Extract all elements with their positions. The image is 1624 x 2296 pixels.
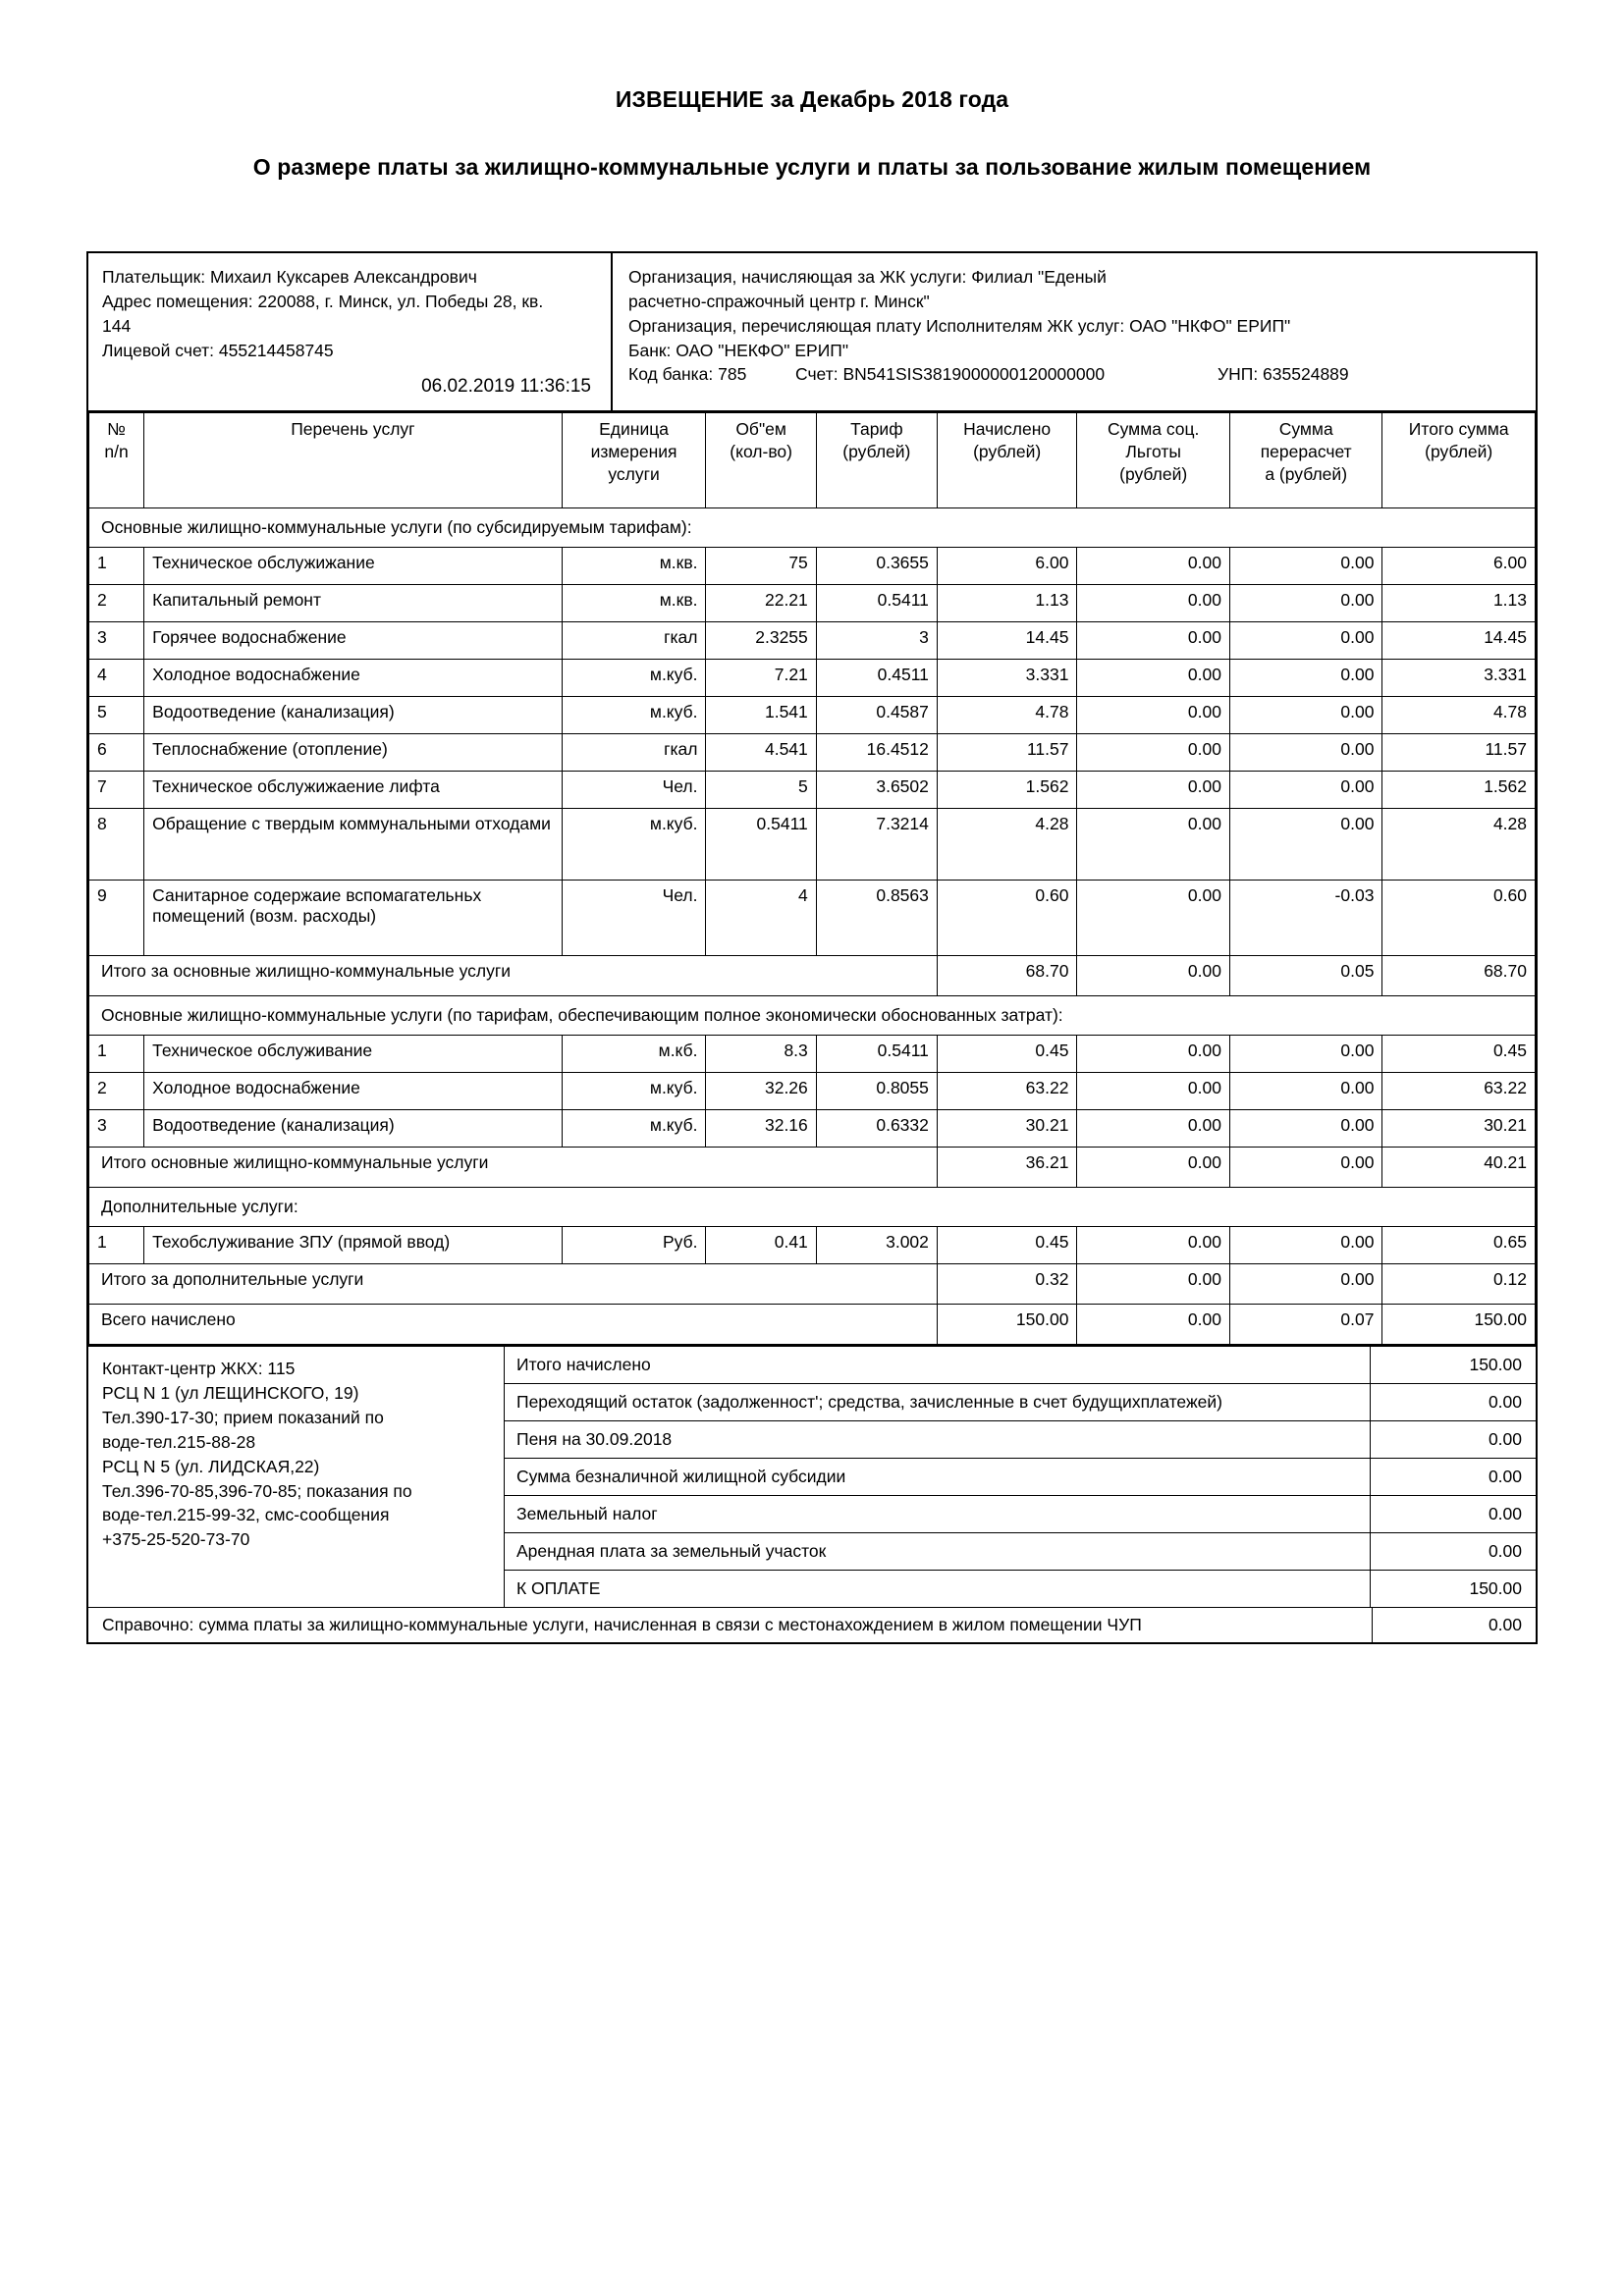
contact-info-block — [88, 1347, 505, 1607]
row-recalc: 0.00 — [1229, 1110, 1382, 1148]
row-unit: м.куб. — [562, 1073, 706, 1110]
row-total: 0.60 — [1382, 881, 1536, 956]
title-block — [0, 0, 1624, 181]
row-unit: м.куб. — [562, 809, 706, 881]
grand-total-row — [89, 1305, 1536, 1345]
summary-row — [505, 1496, 1536, 1533]
row-total: 0.65 — [1382, 1227, 1536, 1264]
row-accrued: 4.78 — [937, 697, 1077, 734]
section3-total-accrued: 0.32 — [937, 1264, 1077, 1305]
summary-row — [505, 1421, 1536, 1459]
section3-total-benefit: 0.00 — [1077, 1264, 1230, 1305]
row-recalc: 0.00 — [1229, 548, 1382, 585]
section-header-row — [89, 1188, 1536, 1227]
row-unit: гкал — [562, 734, 706, 772]
section1-total-row — [89, 956, 1536, 996]
table-row — [89, 1227, 1536, 1264]
organization-info — [613, 253, 1536, 410]
col-header-service-name: Перечень услуг — [144, 413, 562, 508]
section2-total-benefit: 0.00 — [1077, 1148, 1230, 1188]
row-recalc: 0.00 — [1229, 1227, 1382, 1264]
row-accrued: 63.22 — [937, 1073, 1077, 1110]
row-tariff: 3.6502 — [816, 772, 937, 809]
row-tariff: 0.4587 — [816, 697, 937, 734]
row-benefit: 0.00 — [1077, 1227, 1230, 1264]
payer-account: Лицевой счет: 455214458745 — [102, 340, 334, 360]
summary-value: 0.00 — [1371, 1421, 1537, 1459]
page-subtitle: О размере платы за жилищно-коммунальные услуги и платы за пользование жилым помещением — [252, 154, 1372, 180]
row-volume: 22.21 — [706, 585, 816, 622]
row-service-name: Водоотведение (канализация) — [144, 697, 562, 734]
row-benefit: 0.00 — [1077, 772, 1230, 809]
table-header — [89, 413, 1536, 508]
summary-value: 0.00 — [1371, 1533, 1537, 1571]
table-row — [89, 734, 1536, 772]
row-number: 9 — [89, 881, 144, 956]
summary-value: 0.00 — [1371, 1384, 1537, 1421]
row-service-name: Холодное водоснабжение — [144, 660, 562, 697]
row-recalc: 0.00 — [1229, 622, 1382, 660]
row-total: 14.45 — [1382, 622, 1536, 660]
row-volume: 8.3 — [706, 1036, 816, 1073]
row-unit: м.кв. — [562, 585, 706, 622]
row-number: 2 — [89, 1073, 144, 1110]
row-recalc: 0.00 — [1229, 772, 1382, 809]
section2-total-accrued: 36.21 — [937, 1148, 1077, 1188]
row-recalc: 0.00 — [1229, 734, 1382, 772]
row-total: 6.00 — [1382, 548, 1536, 585]
unp-number: УНП: 635524889 — [1218, 364, 1349, 385]
table-body — [89, 508, 1536, 1345]
row-tariff: 7.3214 — [816, 809, 937, 881]
summary-table — [505, 1347, 1536, 1607]
row-tariff: 0.6332 — [816, 1110, 937, 1148]
row-service-name: Капитальный ремонт — [144, 585, 562, 622]
summary-label: Переходящий остаток (задолженност'; средства, зачисленные в счет будущихплатежей) — [505, 1384, 1371, 1421]
section2-total-label: Итого основные жилищно-коммунальные услуги — [89, 1148, 938, 1188]
row-service-name: Техническое обслужижаение лифта — [144, 772, 562, 809]
row-unit: гкал — [562, 622, 706, 660]
col-header-recalc-l1: Сумма — [1278, 419, 1333, 440]
row-tariff: 0.5411 — [816, 585, 937, 622]
row-unit: Чел. — [562, 881, 706, 956]
row-benefit: 0.00 — [1077, 697, 1230, 734]
bottom-panel — [88, 1345, 1536, 1607]
row-recalc: 0.00 — [1229, 1036, 1382, 1073]
row-volume: 5 — [706, 772, 816, 809]
section-header-row — [89, 508, 1536, 548]
row-recalc: 0.00 — [1229, 697, 1382, 734]
col-header-volume-l2: (кол-во) — [730, 442, 792, 462]
col-header-unit-l1: Единица — [599, 419, 669, 440]
col-header-benefit-l1: Сумма соц. — [1107, 419, 1200, 440]
row-service-name: Техобслуживание ЗПУ (прямой ввод) — [144, 1227, 562, 1264]
payer-info — [88, 253, 613, 410]
row-service-name: Теплоснабжение (отопление) — [144, 734, 562, 772]
row-tariff: 0.4511 — [816, 660, 937, 697]
row-accrued: 0.60 — [937, 881, 1077, 956]
summary-label: Арендная плата за земельный участок — [505, 1533, 1371, 1571]
row-number: 1 — [89, 1227, 144, 1264]
section-header-row — [89, 996, 1536, 1036]
col-header-volume — [706, 413, 816, 508]
col-header-total-l1: Итого сумма — [1408, 419, 1509, 440]
grand-total-accrued: 150.00 — [937, 1305, 1077, 1345]
row-accrued: 1.562 — [937, 772, 1077, 809]
summary-row — [505, 1347, 1536, 1384]
row-volume: 75 — [706, 548, 816, 585]
row-service-name: Горячее водоснабжение — [144, 622, 562, 660]
summary-block — [505, 1347, 1536, 1607]
col-header-recalc — [1229, 413, 1382, 508]
row-service-name: Водоотведение (канализация) — [144, 1110, 562, 1148]
col-header-accrued — [937, 413, 1077, 508]
col-header-number-l2: n/n — [104, 442, 129, 462]
page-title: ИЗВЕЩЕНИЕ за Декабрь 2018 года — [615, 86, 1009, 112]
row-unit: м.куб. — [562, 1110, 706, 1148]
section1-total-benefit: 0.00 — [1077, 956, 1230, 996]
row-benefit: 0.00 — [1077, 881, 1230, 956]
row-volume: 0.5411 — [706, 809, 816, 881]
row-accrued: 0.45 — [937, 1036, 1077, 1073]
summary-label: Земельный налог — [505, 1496, 1371, 1533]
table-row — [89, 809, 1536, 881]
row-unit: м.кб. — [562, 1036, 706, 1073]
row-number: 3 — [89, 1110, 144, 1148]
col-header-total-l2: (рублей) — [1425, 442, 1493, 462]
row-volume: 32.26 — [706, 1073, 816, 1110]
rsc1-phone: Тел.390-17-30; прием показаний по — [102, 1408, 384, 1428]
row-accrued: 3.331 — [937, 660, 1077, 697]
row-number: 1 — [89, 548, 144, 585]
section3-total-total: 0.12 — [1382, 1264, 1536, 1305]
col-header-accrued-l2: (рублей) — [973, 442, 1042, 462]
summary-value: 0.00 — [1371, 1496, 1537, 1533]
table-row — [89, 660, 1536, 697]
grand-total-label: Всего начислено — [89, 1305, 938, 1345]
col-header-accrued-l1: Начислено — [963, 419, 1052, 440]
row-unit: м.куб. — [562, 660, 706, 697]
col-header-tariff-l2: (рублей) — [842, 442, 911, 462]
row-tariff: 0.3655 — [816, 548, 937, 585]
row-volume: 4.541 — [706, 734, 816, 772]
row-unit: Руб. — [562, 1227, 706, 1264]
print-timestamp: 06.02.2019 11:36:15 — [421, 376, 591, 398]
summary-label: Итого начислено — [505, 1347, 1371, 1384]
row-number: 1 — [89, 1036, 144, 1073]
summary-row-to-pay — [505, 1571, 1536, 1608]
row-accrued: 30.21 — [937, 1110, 1077, 1148]
col-header-volume-l1: Об"ем — [735, 419, 786, 440]
row-recalc: 0.00 — [1229, 1073, 1382, 1110]
row-total: 63.22 — [1382, 1073, 1536, 1110]
billing-org-line2: расчетно-спражочный центр г. Минск" — [628, 291, 930, 311]
summary-row — [505, 1533, 1536, 1571]
col-header-number-l1: № — [107, 419, 126, 440]
payer-address-cont: 144 — [102, 315, 132, 336]
summary-value: 0.00 — [1371, 1459, 1537, 1496]
table-row — [89, 548, 1536, 585]
section3-total-label: Итого за дополнительные услуги — [89, 1264, 938, 1305]
summary-row — [505, 1384, 1536, 1421]
row-recalc: 0.00 — [1229, 809, 1382, 881]
row-service-name: Санитарное содержаие вспомагательньх помещений (возм. расходы) — [144, 881, 562, 956]
col-header-total — [1382, 413, 1536, 508]
row-benefit: 0.00 — [1077, 1073, 1230, 1110]
rsc1-address: РСЦ N 1 (ул ЛЕЩИНСКОГО, 19) — [102, 1383, 359, 1404]
summary-row — [505, 1459, 1536, 1496]
row-benefit: 0.00 — [1077, 809, 1230, 881]
contact-center: Контакт-центр ЖКХ: 115 — [102, 1359, 296, 1379]
row-benefit: 0.00 — [1077, 622, 1230, 660]
footnote-row — [88, 1607, 1536, 1642]
col-header-number — [89, 413, 144, 508]
rsc5-water-phone: воде-тел.215-99-32, смс-сообщения — [102, 1505, 390, 1525]
rsc5-phone: Тел.396-70-85,396-70-85; показания по — [102, 1480, 412, 1501]
row-service-name: Техническое обслужижание — [144, 548, 562, 585]
row-recalc: -0.03 — [1229, 881, 1382, 956]
row-number: 7 — [89, 772, 144, 809]
grand-total-total: 150.00 — [1382, 1305, 1536, 1345]
header-info-row — [88, 253, 1536, 412]
row-recalc: 0.00 — [1229, 660, 1382, 697]
row-service-name: Техническое обслуживание — [144, 1036, 562, 1073]
section1-total-accrued: 68.70 — [937, 956, 1077, 996]
row-total: 3.331 — [1382, 660, 1536, 697]
row-total: 1.562 — [1382, 772, 1536, 809]
sms-number: +375-25-520-73-70 — [102, 1529, 250, 1550]
table-row — [89, 1036, 1536, 1073]
footnote-value: 0.00 — [1488, 1615, 1522, 1635]
bank-details — [628, 362, 1522, 387]
row-total: 4.28 — [1382, 809, 1536, 881]
row-tariff: 3 — [816, 622, 937, 660]
row-service-name: Обращение с твердым коммунальными отходами — [144, 809, 562, 881]
to-pay-value: 150.00 — [1371, 1571, 1537, 1608]
col-header-recalc-l2: перерасчет — [1260, 442, 1352, 462]
table-row — [89, 881, 1536, 956]
row-volume: 7.21 — [706, 660, 816, 697]
row-tariff: 16.4512 — [816, 734, 937, 772]
bank-name: Банк: ОАО "НЕКФО" ЕРИП" — [628, 340, 849, 360]
section2-total-total: 40.21 — [1382, 1148, 1536, 1188]
col-header-unit — [562, 413, 706, 508]
row-accrued: 1.13 — [937, 585, 1077, 622]
col-header-unit-l2: измерения — [590, 442, 677, 462]
row-benefit: 0.00 — [1077, 585, 1230, 622]
payer-address: Адрес помещения: 220088, г. Минск, ул. Победы 28, кв. — [102, 291, 544, 311]
row-volume: 0.41 — [706, 1227, 816, 1264]
row-total: 0.45 — [1382, 1036, 1536, 1073]
col-header-recalc-l3: а (рублей) — [1265, 463, 1348, 484]
services-table — [88, 412, 1536, 1345]
section2-total-recalc: 0.00 — [1229, 1148, 1382, 1188]
table-row — [89, 1110, 1536, 1148]
section2-total-row — [89, 1148, 1536, 1188]
row-number: 2 — [89, 585, 144, 622]
row-benefit: 0.00 — [1077, 1110, 1230, 1148]
rsc1-water-phone: воде-тел.215-88-28 — [102, 1431, 256, 1452]
table-row — [89, 622, 1536, 660]
row-number: 6 — [89, 734, 144, 772]
rsc5-address: РСЦ N 5 (ул. ЛИДСКАЯ,22) — [102, 1456, 320, 1476]
row-recalc: 0.00 — [1229, 585, 1382, 622]
row-unit: м.куб. — [562, 697, 706, 734]
section1-total-label: Итого за основные жилищно-коммунальные услуги — [89, 956, 938, 996]
section2-title: Основные жилищно-коммунальные услуги (по тарифам, обеспечивающим полное экономически обоснованных затрат): — [89, 996, 1536, 1036]
section1-total-total: 68.70 — [1382, 956, 1536, 996]
row-service-name: Холодное водоснабжение — [144, 1073, 562, 1110]
bank-account: Счет: BN541SIS3819000000120000000 — [795, 364, 1106, 385]
section1-total-recalc: 0.05 — [1229, 956, 1382, 996]
row-total: 11.57 — [1382, 734, 1536, 772]
row-number: 8 — [89, 809, 144, 881]
row-total: 4.78 — [1382, 697, 1536, 734]
summary-value: 150.00 — [1371, 1347, 1537, 1384]
grand-total-recalc: 0.07 — [1229, 1305, 1382, 1345]
bank-code: Код банка: 785 — [628, 364, 747, 385]
col-header-unit-l3: услуги — [608, 463, 660, 484]
row-accrued: 4.28 — [937, 809, 1077, 881]
summary-label: Пеня на 30.09.2018 — [505, 1421, 1371, 1459]
row-number: 5 — [89, 697, 144, 734]
transfer-org: Организация, перечисляющая плату Исполнителям ЖК услуг: ОАО "НКФО" ЕРИП" — [628, 315, 1291, 336]
summary-label: Сумма безналичной жилищной субсидии — [505, 1459, 1371, 1496]
row-accrued: 0.45 — [937, 1227, 1077, 1264]
row-volume: 1.541 — [706, 697, 816, 734]
payer-name: Плательщик: Михаил Куксарев Александрович — [102, 267, 477, 287]
row-tariff: 0.8055 — [816, 1073, 937, 1110]
row-accrued: 11.57 — [937, 734, 1077, 772]
col-header-tariff — [816, 413, 937, 508]
to-pay-label: К ОПЛАТЕ — [505, 1571, 1371, 1608]
table-row — [89, 1073, 1536, 1110]
row-benefit: 0.00 — [1077, 1036, 1230, 1073]
row-volume: 4 — [706, 881, 816, 956]
section3-total-row — [89, 1264, 1536, 1305]
row-number: 3 — [89, 622, 144, 660]
row-tariff: 0.8563 — [816, 881, 937, 956]
row-accrued: 6.00 — [937, 548, 1077, 585]
row-benefit: 0.00 — [1077, 660, 1230, 697]
row-total: 30.21 — [1382, 1110, 1536, 1148]
table-header-row — [89, 413, 1536, 508]
row-volume: 32.16 — [706, 1110, 816, 1148]
row-unit: Чел. — [562, 772, 706, 809]
row-accrued: 14.45 — [937, 622, 1077, 660]
col-header-benefit — [1077, 413, 1230, 508]
row-total: 1.13 — [1382, 585, 1536, 622]
col-header-tariff-l1: Тариф — [850, 419, 903, 440]
section1-title: Основные жилищно-коммунальные услуги (по субсидируемым тарифам): — [89, 508, 1536, 548]
row-volume: 2.3255 — [706, 622, 816, 660]
row-tariff: 3.002 — [816, 1227, 937, 1264]
row-number: 4 — [89, 660, 144, 697]
bill-frame — [86, 251, 1538, 1644]
col-header-benefit-l3: (рублей) — [1119, 463, 1188, 484]
table-row — [89, 585, 1536, 622]
grand-total-benefit: 0.00 — [1077, 1305, 1230, 1345]
table-row — [89, 697, 1536, 734]
section3-title: Дополнительные услуги: — [89, 1188, 1536, 1227]
table-row — [89, 772, 1536, 809]
row-benefit: 0.00 — [1077, 734, 1230, 772]
footnote-text: Справочно: сумма платы за жилищно-коммунальные услуги, начисленная в связи с местонахождением в жилом помещении ЧУП — [88, 1608, 1373, 1642]
row-benefit: 0.00 — [1077, 548, 1230, 585]
billing-org-line1: Организация, начисляющая за ЖК услуги: Филиал "Еденый — [628, 267, 1107, 287]
row-unit: м.кв. — [562, 548, 706, 585]
section3-total-recalc: 0.00 — [1229, 1264, 1382, 1305]
row-tariff: 0.5411 — [816, 1036, 937, 1073]
col-header-benefit-l2: Льготы — [1125, 442, 1181, 462]
